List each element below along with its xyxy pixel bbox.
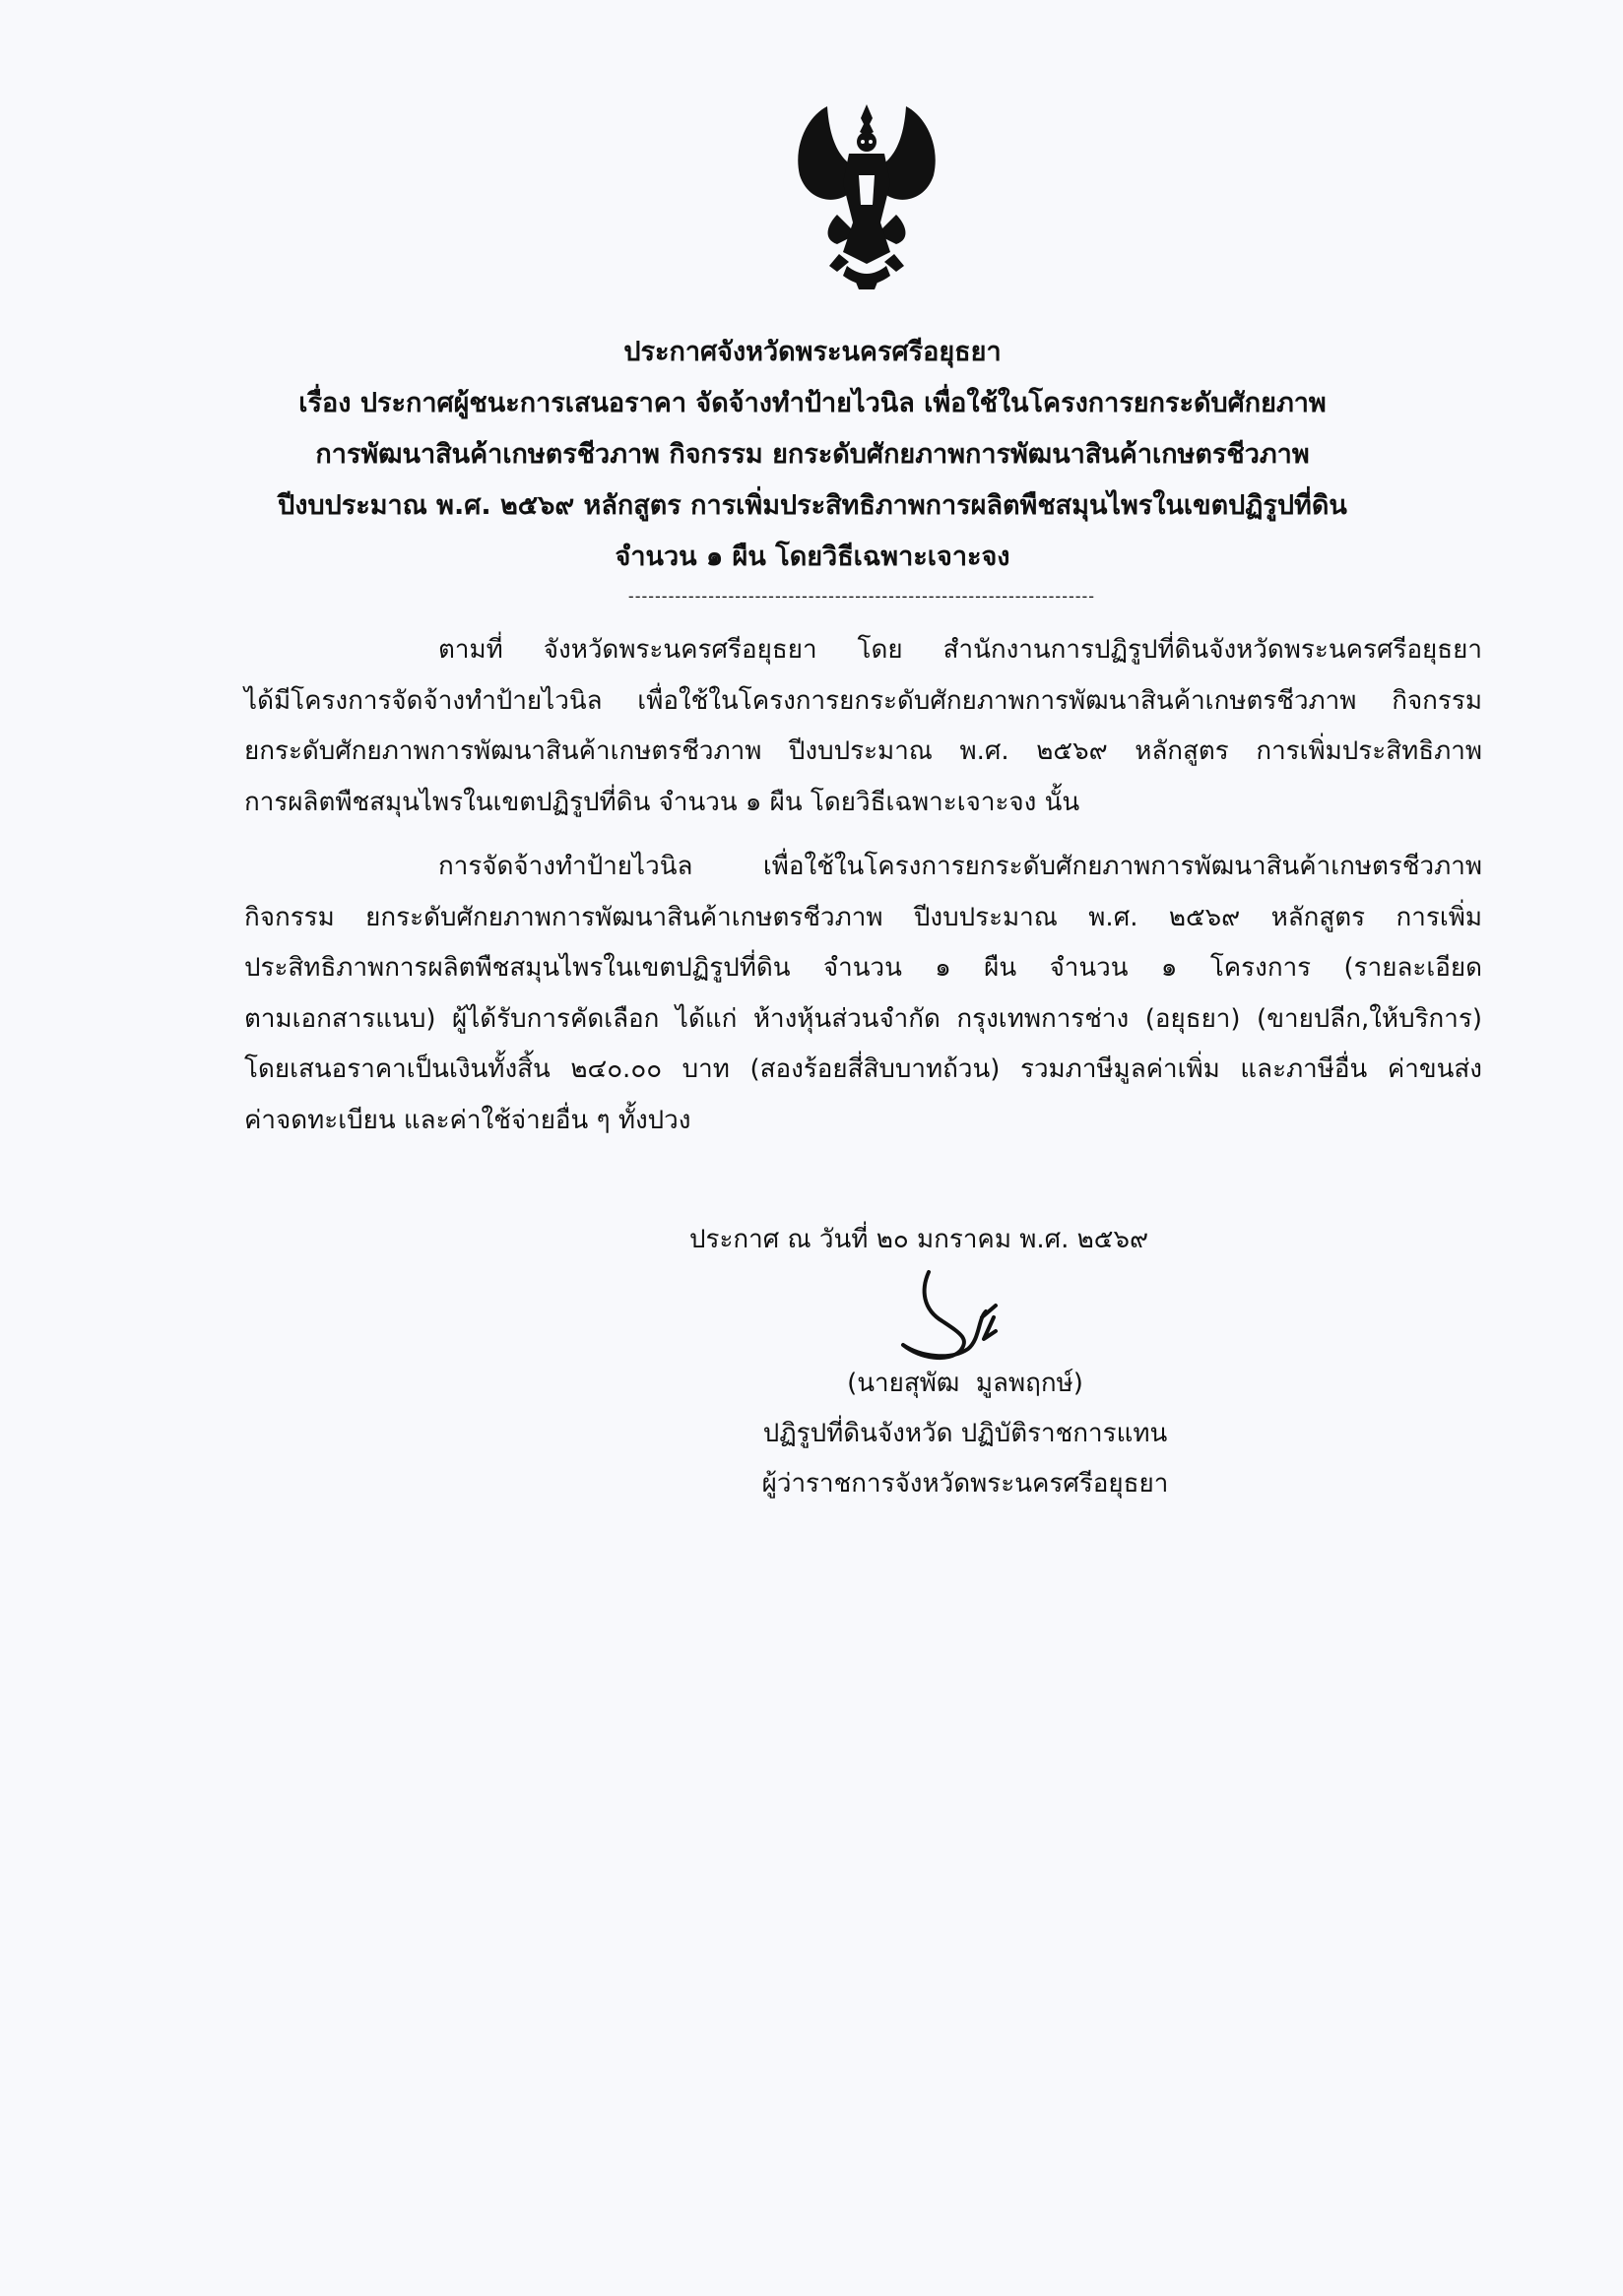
paragraph-1 — [244, 625, 1482, 828]
paragraph-line: ค่าจดทะเบียน และค่าใช้จ่ายอื่น ๆ ทั้งปวง — [244, 1105, 691, 1135]
paragraph-line: ประสิทธิภาพการผลิตพืชสมุนไพรในเขตปฏิรูปที่ดิน จำนวน ๑ ผืน จำนวน ๑ โครงการ (รายละเอียด — [244, 953, 1482, 983]
paragraph-line: ยกระดับศักยภาพการพัฒนาสินค้าเกษตรชีวภาพ ปีงบประมาณ พ.ศ. ๒๕๖๙ หลักสูตร การเพิ่มประสิทธิภาพ — [244, 736, 1482, 766]
title-line: การพัฒนาสินค้าเกษตรชีวภาพ กิจกรรม ยกระดับศักยภาพการพัฒนาสินค้าเกษตรชีวภาพ — [315, 439, 1310, 470]
signer-authority: ผู้ว่าราชการจังหวัดพระนครศรีอยุธยา — [761, 1469, 1169, 1499]
title-line: จำนวน ๑ ผืน โดยวิธีเฉพาะเจาะจง — [615, 542, 1010, 572]
paragraph-line: ได้มีโครงการจัดจ้างทำป้ายไวนิล เพื่อใช้ในโครงการยกระดับศักยภาพการพัฒนาสินค้าเกษตรชีวภาพ กิจกรรม — [244, 685, 1482, 716]
document-title — [197, 327, 1428, 583]
separator-line: ---------------------------------------------------------------------- — [627, 587, 1096, 606]
signer-name: (นายสุพัฒ มูลพฤกษ์) — [847, 1369, 1083, 1398]
paragraph-line: ตามเอกสารแนบ) ผู้ได้รับการคัดเลือก ได้แก่ ห้างหุ้นส่วนจำกัด กรุงเทพการช่าง (อยุธยา) (ขายปลีก,ให้บริการ) — [244, 1003, 1482, 1034]
paragraph-line: ตามที่ จังหวัดพระนครศรีอยุธยา โดย สำนักงานการปฏิรูปที่ดินจังหวัดพระนครศรีอยุธยา — [438, 635, 1482, 665]
paragraph-2 — [244, 842, 1482, 1146]
paragraph-line: การผลิตพืชสมุนไพรในเขตปฏิรูปที่ดิน จำนวน ๑ ผืน โดยวิธีเฉพาะเจาะจง นั้น — [244, 787, 1080, 817]
signature-image — [891, 1260, 1019, 1369]
title-line: ประกาศจังหวัดพระนครศรีอยุธยา — [623, 337, 1002, 367]
signer-position: ปฏิรูปที่ดินจังหวัด ปฏิบัติราชการแทน — [762, 1419, 1168, 1448]
title-line: เรื่อง ประกาศผู้ชนะการเสนอราคา จัดจ้างทำป้ายไวนิล เพื่อใช้ในโครงการยกระดับศักยภาพ — [298, 388, 1327, 418]
paragraph-line: โดยเสนอราคาเป็นเงินทั้งสิ้น ๒๔๐.๐๐ บาท (สองร้อยสี่สิบบาทถ้วน) รวมภาษีมูลค่าเพิ่ม และภาษีอื่น ค่าขนส่ง — [244, 1054, 1482, 1084]
announcement-date: ประกาศ ณ วันที่ ๒๐ มกราคม พ.ศ. ๒๕๖๙ — [689, 1225, 1149, 1254]
garuda-emblem-icon — [768, 96, 965, 293]
signature-block — [689, 1359, 1241, 1509]
paragraph-line: การจัดจ้างทำป้ายไวนิล เพื่อใช้ในโครงการยกระดับศักยภาพการพัฒนาสินค้าเกษตรชีวภาพ — [438, 852, 1482, 881]
paragraph-line: กิจกรรม ยกระดับศักยภาพการพัฒนาสินค้าเกษตรชีวภาพ ปีงบประมาณ พ.ศ. ๒๕๖๙ หลักสูตร การเพิ่ม — [244, 902, 1482, 932]
title-line: ปีงบประมาณ พ.ศ. ๒๕๖๙ หลักสูตร การเพิ่มประสิทธิภาพการผลิตพืชสมุนไพรในเขตปฏิรูปที่ดิน — [278, 490, 1347, 521]
